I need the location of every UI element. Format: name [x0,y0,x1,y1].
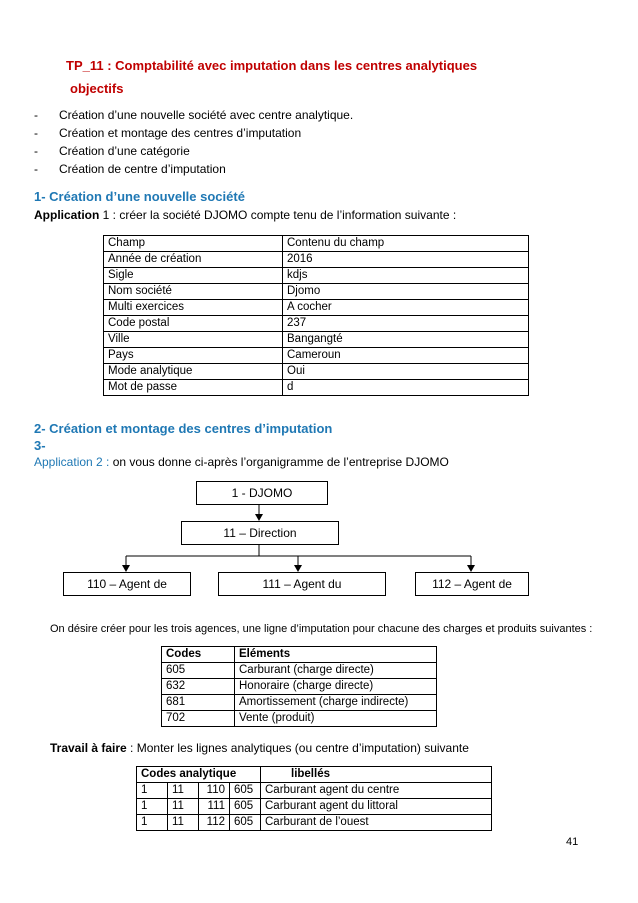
application2-text: Application 2 : on vous donne ci-après l’organigramme de l’entreprise DJOMO [34,455,449,469]
table-row: 1 11 112 605 Carburant de l’ouest [137,815,492,831]
table-row: Mode analytique Oui [104,364,529,380]
table-row: Pays Cameroun [104,348,529,364]
table-row: 681 Amortissement (charge indirecte) [162,695,437,711]
table-row: Sigle kdjs [104,268,529,284]
application1-text: Application 1 : créer la société DJOMO compte tenu de l’information suivante : [34,208,457,222]
table-row: 1 11 111 605 Carburant agent du littoral [137,799,492,815]
table-row: Code postal 237 [104,316,529,332]
table-row: Multi exercices A cocher [104,300,529,316]
list-item: - Création d’une nouvelle société avec centre analytique. [34,108,354,122]
list-item: - Création d’une catégorie [34,144,190,158]
intro-text: On désire créer pour les trois agences, une ligne d’imputation pour chacune des charges et produits suivantes : [50,623,593,635]
list-item: - Création et montage des centres d’imputation [34,126,302,140]
objectives-heading: objectifs [70,81,124,96]
section3-heading: 3- [34,438,46,453]
table-header-row: Codes analytique libellés [137,767,492,783]
section2-heading: 2- Création et montage des centres d’imputation [34,421,333,436]
page-number: 41 [566,836,579,848]
table-row: 1 11 110 605 Carburant agent du centre [137,783,492,799]
table-row: Ville Bangangté [104,332,529,348]
list-item: - Création de centre d’imputation [34,162,226,176]
table-row: Nom société Djomo [104,284,529,300]
org-node-root: 1 - DJOMO [196,481,328,505]
org-node-112: 112 – Agent de [415,572,529,596]
org-node-110: 110 – Agent de [63,572,191,596]
analytic-lines-table [136,766,492,831]
table-row: 632 Honoraire (charge directe) [162,679,437,695]
org-node-111: 111 – Agent du [218,572,386,596]
table-row: Mot de passe d [104,380,529,396]
table-header-row: Champ Contenu du champ [104,236,529,252]
section1-heading: 1- Création d’une nouvelle société [34,189,245,204]
table-row: 605 Carburant (charge directe) [162,663,437,679]
table-row: Année de création 2016 [104,252,529,268]
work-to-do-text: Travail à faire : Monter les lignes analytiques (ou centre d’imputation) suivante [50,741,469,755]
table-row: 702 Vente (produit) [162,711,437,727]
codes-table [161,646,437,727]
table-header-row: Codes Eléments [162,647,437,663]
org-node-direction: 11 – Direction [181,521,339,545]
page-title: TP_11 : Comptabilité avec imputation dans les centres analytiques [66,58,478,73]
